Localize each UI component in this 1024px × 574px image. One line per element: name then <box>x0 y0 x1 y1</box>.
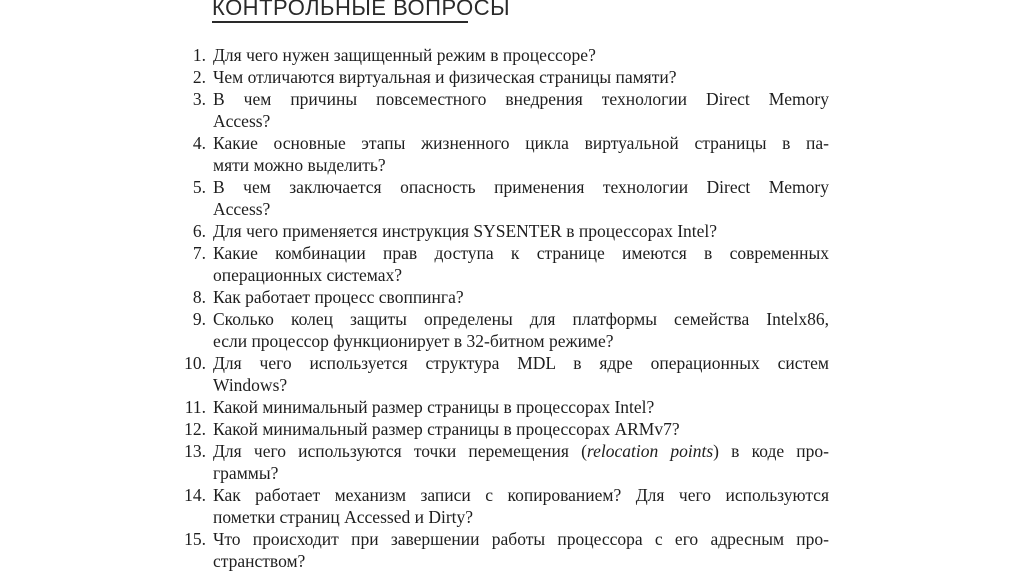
question-text-segment: ) в коде про- <box>713 441 829 461</box>
question-line: Для чего нужен защищенный режим в процессоре? <box>213 45 596 65</box>
question-number: 5. <box>192 177 206 197</box>
question-line: Для чего используется структура MDL в ядре операционных систем <box>213 353 829 373</box>
question-item-5 <box>0 176 1024 220</box>
question-line: мяти можно выделить? <box>213 155 386 175</box>
question-line: В чем заключается опасность применения технологии Direct Memory <box>213 177 829 197</box>
question-line: операционных системах? <box>213 265 403 285</box>
question-text <box>213 44 829 66</box>
question-item-6 <box>0 220 1024 242</box>
question-number: 6. <box>192 221 206 241</box>
question-line: Windows? <box>213 375 288 395</box>
question-number: 15. <box>184 529 206 549</box>
question-item-10 <box>0 352 1024 396</box>
question-item-15 <box>0 528 1024 572</box>
question-text-segment: Для чего используются точки перемещения ( <box>213 441 587 461</box>
question-line: Чем отличаются виртуальная и физическая страницы памяти? <box>213 67 677 87</box>
question-line <box>213 440 829 462</box>
question-line: граммы? <box>213 463 279 483</box>
question-number: 9. <box>192 309 206 329</box>
question-line: странством? <box>213 551 306 571</box>
question-number: 3. <box>192 89 206 109</box>
question-line: Что происходит при завершении работы процессора с его адресным про- <box>213 529 829 549</box>
question-item-3 <box>0 88 1024 132</box>
question-text-italic: relocation points <box>586 441 714 461</box>
question-text <box>213 242 829 286</box>
question-item-11 <box>0 396 1024 418</box>
question-text <box>213 418 829 440</box>
question-text <box>213 528 829 572</box>
question-item-9 <box>0 308 1024 352</box>
question-line: Для чего применяется инструкция SYSENTER в процессорах Intel? <box>213 221 718 241</box>
question-text <box>213 352 829 396</box>
question-text <box>213 396 829 418</box>
question-number: 12. <box>184 419 206 439</box>
question-item-12 <box>0 418 1024 440</box>
question-item-4 <box>0 132 1024 176</box>
question-line: Какие основные этапы жизненного цикла виртуальной страницы в па- <box>213 133 829 153</box>
question-line: Access? <box>213 199 271 219</box>
question-line: В чем причины повсеместного внедрения технологии Direct Memory <box>213 89 829 109</box>
question-line: пометки страниц Accessed и Dirty? <box>213 507 474 527</box>
question-line: Сколько колец защиты определены для платформы семейства Intelx86, <box>213 309 829 329</box>
question-text <box>213 308 829 352</box>
question-text <box>213 176 829 220</box>
question-line: Как работает механизм записи с копированием? Для чего используются <box>213 485 829 505</box>
question-text <box>213 88 829 132</box>
question-item-2 <box>0 66 1024 88</box>
question-number: 14. <box>184 485 206 505</box>
question-line: Как работает процесс своппинга? <box>213 287 464 307</box>
question-text <box>213 66 829 88</box>
question-line: Access? <box>213 111 271 131</box>
question-number: 1. <box>192 45 206 65</box>
question-line: Какие комбинации прав доступа к странице имеются в современных <box>213 243 829 263</box>
section-heading: КОНТРОЛЬНЫЕ ВОПРОСЫ <box>212 0 511 20</box>
question-number: 2. <box>192 67 206 87</box>
question-number: 11. <box>184 397 206 417</box>
question-number: 7. <box>192 243 206 263</box>
question-line: Какой минимальный размер страницы в процессорах ARMv7? <box>213 419 680 439</box>
question-text <box>213 484 829 528</box>
question-item-7 <box>0 242 1024 286</box>
questions-list <box>0 44 1024 572</box>
question-item-8 <box>0 286 1024 308</box>
question-item-1 <box>0 44 1024 66</box>
question-line: если процессор функционирует в 32-битном режиме? <box>213 331 614 351</box>
question-line: Какой минимальный размер страницы в процессорах Intel? <box>213 397 655 417</box>
question-number: 4. <box>192 133 206 153</box>
question-number: 8. <box>192 287 206 307</box>
question-item-13 <box>0 440 1024 484</box>
question-item-14 <box>0 484 1024 528</box>
question-text <box>213 440 829 484</box>
question-text <box>213 132 829 176</box>
question-text <box>213 286 829 308</box>
question-number: 13. <box>184 441 206 461</box>
heading-underline <box>212 21 468 23</box>
question-text <box>213 220 829 242</box>
question-number: 10. <box>184 353 206 373</box>
